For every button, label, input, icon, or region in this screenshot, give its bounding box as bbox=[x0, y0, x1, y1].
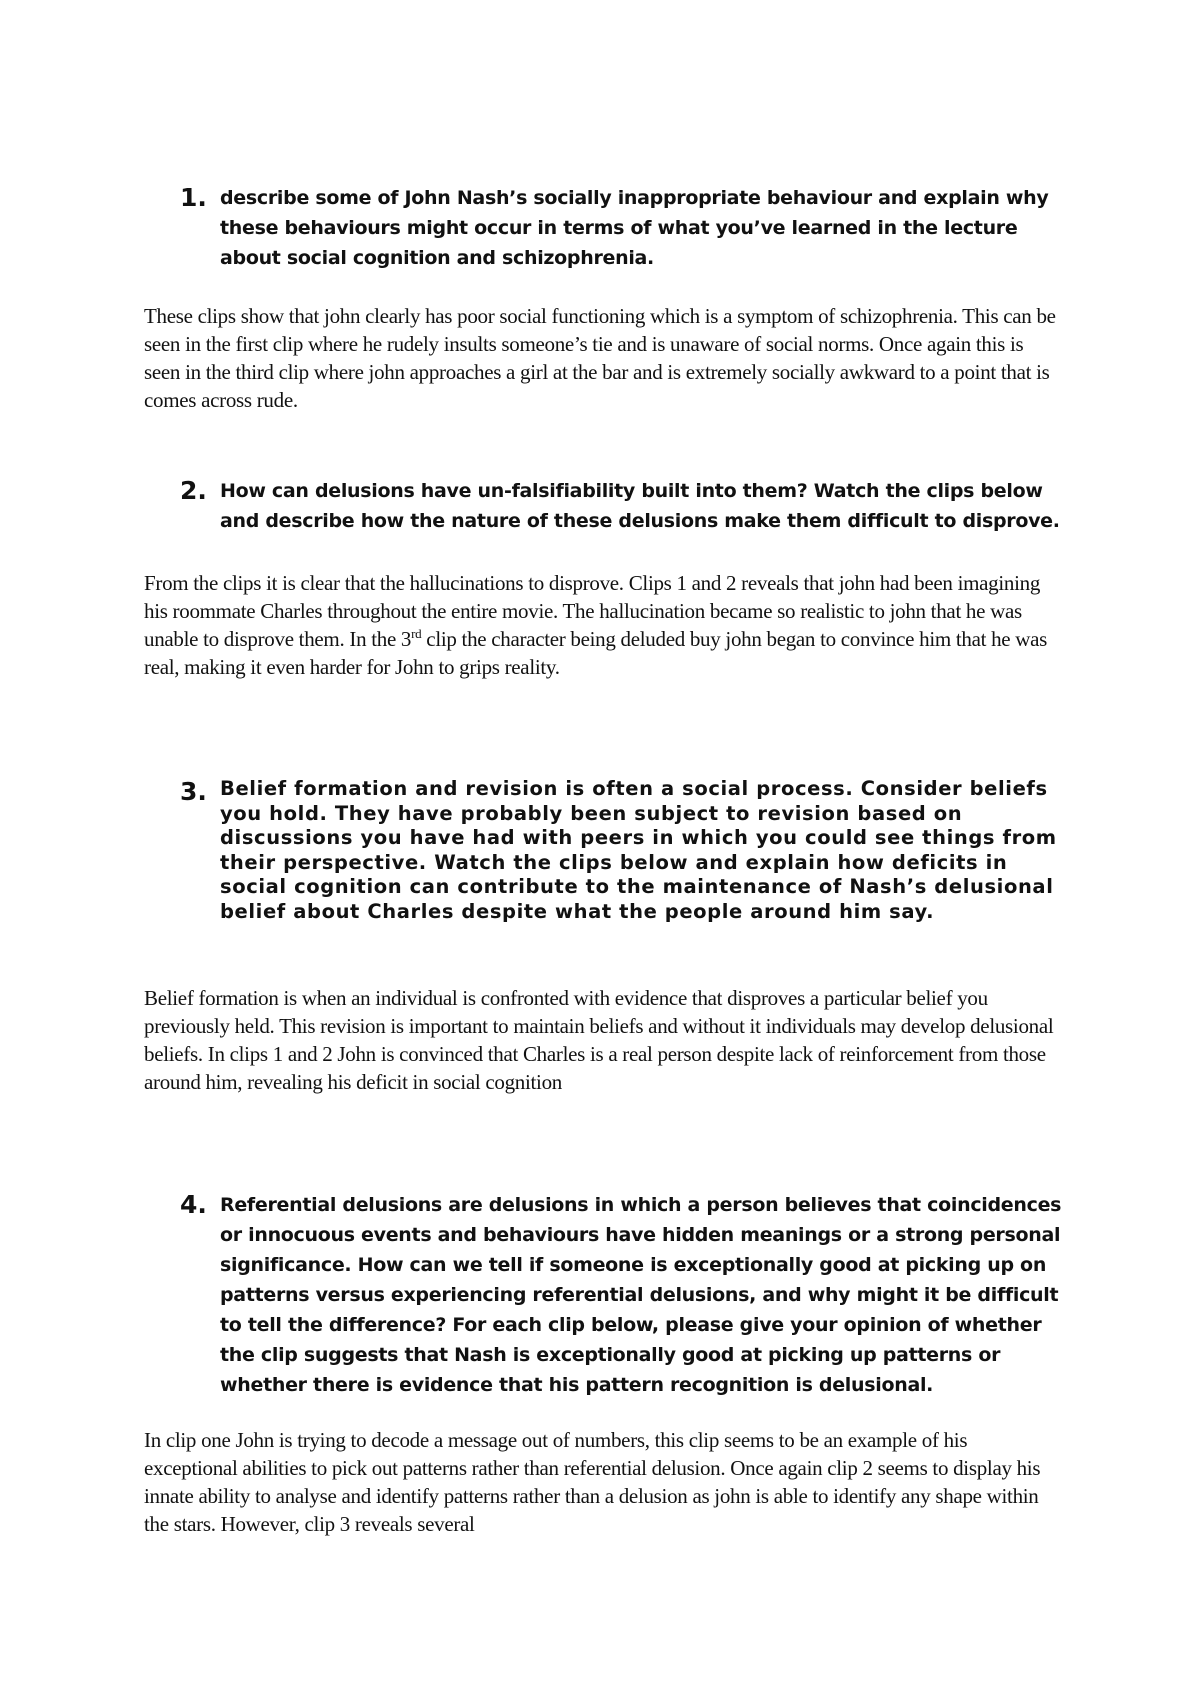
answer-4: In clip one John is trying to decode a message out of numbers, this clip seems to be an example of his exceptional abilities to pick out patterns rather than referential delusion. Once again clip 2 seems to display his innate ability to analyse and identify patterns rather than a delusion as john is able to identify any shape within the stars. However, clip 3 reveals several bbox=[144, 1428, 1041, 1536]
question-number: 4. bbox=[180, 1190, 207, 1219]
question-number: 3. bbox=[180, 777, 207, 806]
question-3 bbox=[180, 777, 1080, 924]
answer-2 bbox=[144, 569, 1064, 681]
question-1 bbox=[180, 183, 1080, 273]
question-number: 1. bbox=[180, 183, 207, 212]
question-4 bbox=[180, 1190, 1080, 1400]
ordinal-suffix: rd bbox=[411, 626, 422, 641]
question-2 bbox=[180, 476, 1080, 536]
question-text: Belief formation and revision is often a social process. Consider beliefs you hold. They have probably been subject to revision based on discussions you have had with peers in which you could see things from their perspective. Watch the clips below and explain how deficits in social cognition can contribute to the maintenance of Nash’s delusional belief about Charles despite what the people around him say. bbox=[220, 777, 1057, 923]
answer-text: From the clips it is clear that the hallucinations to disprove. Clips 1 and 2 reveals that john had been imagining his roommate Charles throughout the entire movie. The hallucination became so realistic to john that he was unable to disprove them. In the 3 bbox=[144, 571, 1041, 651]
question-text: How can delusions have un-falsifiability built into them? Watch the clips below and describe how the nature of these delusions make them difficult to disprove. bbox=[220, 480, 1060, 532]
answer-text-continued: clip the character being deluded buy john began to convince him that he was real, making it even harder for John to grips reality. bbox=[144, 627, 1048, 679]
answer-3: Belief formation is when an individual is confronted with evidence that disproves a particular belief you previously held. This revision is important to maintain beliefs and without it individuals may develop delusional beliefs. In clips 1 and 2 John is convinced that Charles is a real person despite lack of reinforcement from those around him, revealing his deficit in social cognition bbox=[144, 986, 1054, 1094]
question-text: Referential delusions are delusions in which a person believes that coincidences or innocuous events and behaviours have hidden meanings or a strong personal significance. How can we tell if someone is exceptionally good at picking up on patterns versus experiencing referential delusions, and why might it be difficult to tell the difference? For each clip below, please give your opinion of whether the clip suggests that Nash is exceptionally good at picking up patterns or whether there is evidence that his pattern recognition is delusional. bbox=[220, 1194, 1062, 1396]
question-number: 2. bbox=[180, 476, 207, 505]
question-text: describe some of John Nash’s socially inappropriate behaviour and explain why these behaviours might occur in terms of what you’ve learned in the lecture about social cognition and schizophrenia. bbox=[220, 187, 1049, 269]
answer-1: These clips show that john clearly has poor social functioning which is a symptom of schizophrenia. This can be seen in the first clip where he rudely insults someone’s tie and is unaware of social norms. Once again this is seen in the third clip where john approaches a girl at the bar and is extremely socially awkward to a point that is comes across rude. bbox=[144, 304, 1056, 412]
